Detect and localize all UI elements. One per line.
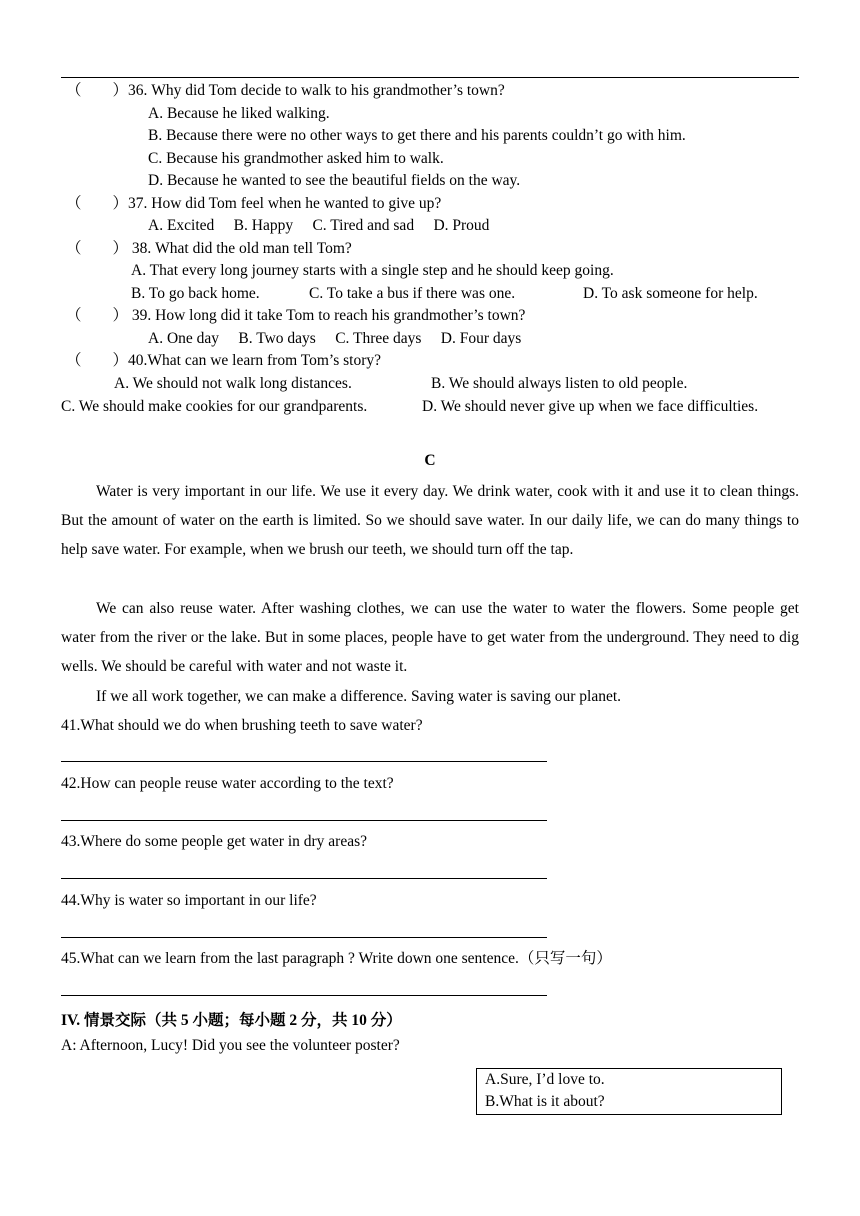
question-43: 43.Where do some people get water in dry areas? xyxy=(61,833,367,850)
question-39-stem: （ ） 39. How long did it take Tom to reach his grandmother’s town? xyxy=(66,307,526,324)
question-37-options: A. Excited B. Happy C. Tired and sad D. Proud xyxy=(148,217,490,234)
question-40-stem: （ ）40.What can we learn from Tom’s story? xyxy=(66,352,382,369)
question-37-stem: （ ）37. How did Tom feel when he wanted to give up? xyxy=(66,195,442,212)
passage-c-paragraph-1: Water is very important in our life. We use it every day. We drink water, cook with it and use it to clean things. But the amount of water on the earth is limited. So we should save water. In our daily life, we can do many things to help save water. For example, when we brush our teeth, we should turn off the tap. xyxy=(61,483,799,558)
question-41: 41.What should we do when brushing teeth to save water? xyxy=(61,717,423,734)
dialogue-options-box xyxy=(476,1068,782,1115)
answer-line-41[interactable] xyxy=(61,761,547,762)
passage-c-paragraph-2: We can also reuse water. After washing clothes, we can use the water to water the flowers. Some people get water from the river or the lake. But in some places, people have to get water from the underground. They need to dig wells. We should be careful with water and not waste it. xyxy=(61,600,799,675)
question-39-options: A. One day B. Two days C. Three days D. Four days xyxy=(148,330,522,347)
answer-line-42[interactable] xyxy=(61,820,547,821)
question-40-option-a: A. We should not walk long distances. xyxy=(114,375,352,392)
question-36-option-d: D. Because he wanted to see the beautiful fields on the way. xyxy=(148,172,521,189)
dialogue-option-a: A.Sure, I’d love to. xyxy=(485,1071,605,1088)
dialogue-line-a: A: Afternoon, Lucy! Did you see the volunteer poster? xyxy=(61,1037,400,1054)
passage-c-paragraph-3: If we all work together, we can make a difference. Saving water is saving our planet. xyxy=(96,688,622,705)
passage-c-heading: C xyxy=(424,452,436,469)
question-45: 45.What can we learn from the last paragraph ? Write down one sentence.（只写一句） xyxy=(61,950,612,967)
question-38-option-d: D. To ask someone for help. xyxy=(583,285,758,302)
question-38-option-c: C. To take a bus if there was one. xyxy=(309,285,516,302)
question-36-option-c: C. Because his grandmother asked him to walk. xyxy=(148,150,444,167)
question-44: 44.Why is water so important in our life? xyxy=(61,892,317,909)
section-4-title: IV. 情景交际（共 5 小题；每小题 2 分，共 10 分） xyxy=(61,1012,402,1029)
question-36-stem: （ ）36. Why did Tom decide to walk to his grandmother’s town? xyxy=(66,82,505,99)
dialogue-option-b: B.What is it about? xyxy=(485,1093,605,1110)
question-38-option-a: A. That every long journey starts with a single step and he should keep going. xyxy=(131,262,614,279)
answer-line-45[interactable] xyxy=(61,995,547,996)
answer-line-44[interactable] xyxy=(61,937,547,938)
question-38-option-b: B. To go back home. xyxy=(131,285,260,302)
question-40-option-c: C. We should make cookies for our grandparents. xyxy=(61,398,368,415)
top-rule xyxy=(61,77,799,78)
question-40-option-d: D. We should never give up when we face difficulties. xyxy=(422,398,759,415)
question-38-stem: （ ） 38. What did the old man tell Tom? xyxy=(66,240,352,257)
question-40-option-b: B. We should always listen to old people. xyxy=(431,375,688,392)
answer-line-43[interactable] xyxy=(61,878,547,879)
question-36-option-b: B. Because there were no other ways to get there and his parents couldn’t go with him. xyxy=(148,127,686,144)
question-42: 42.How can people reuse water according to the text? xyxy=(61,775,394,792)
question-36-option-a: A. Because he liked walking. xyxy=(148,105,330,122)
